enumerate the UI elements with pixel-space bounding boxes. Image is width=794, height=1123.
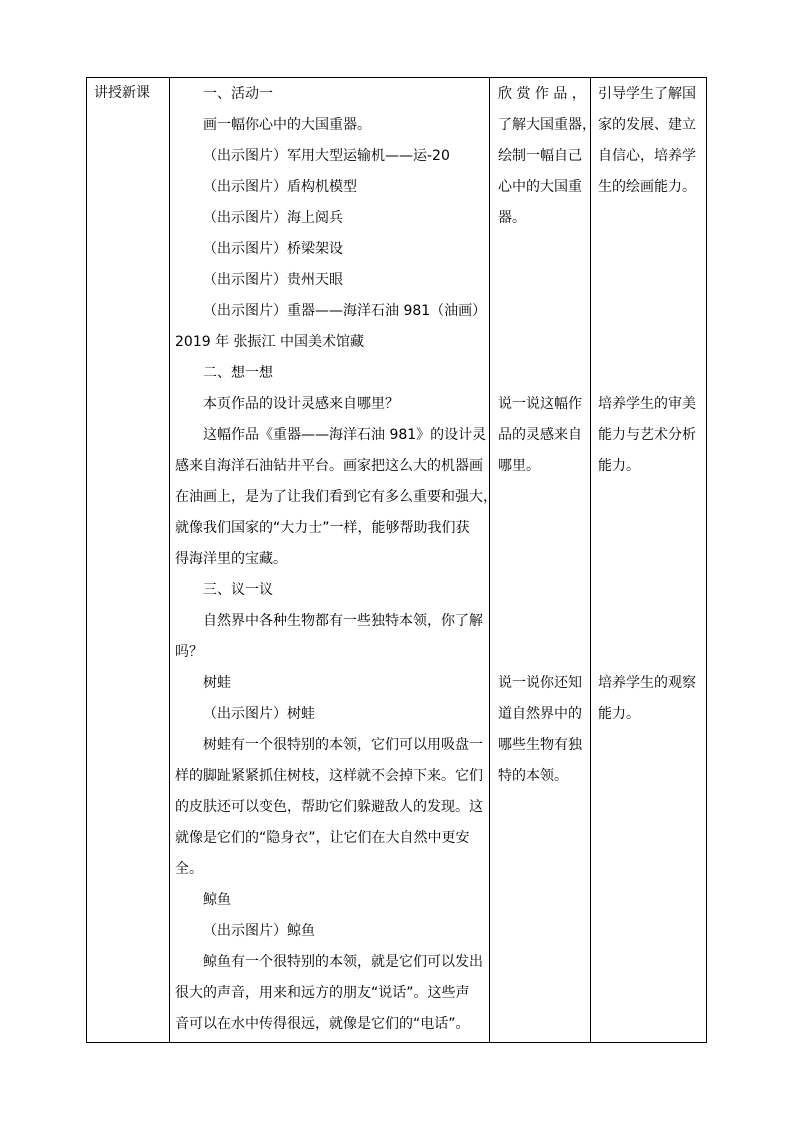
student-activity-line: 了解大国重器， <box>498 117 596 133</box>
section-label: 讲授新课 <box>94 85 150 101</box>
design-intent-line: 自信心，培养学 <box>598 148 696 164</box>
content-line: 2019 年 张振江 中国美术馆藏 <box>175 334 364 350</box>
content-line: 树蛙有一个很特别的本领，它们可以用吸盘一 <box>203 737 483 753</box>
design-intent-line: 能力。 <box>598 706 640 722</box>
content-line: （出示图片）军用大型运输机——运-20 <box>203 148 450 164</box>
content-line: 的皮肤还可以变色，帮助它们躲避敌人的发现。这 <box>175 799 483 815</box>
content-line: 鲸鱼有一个很特别的本领，就是它们可以发出 <box>203 954 483 970</box>
design-intent-line: 能力与艺术分析 <box>598 427 696 443</box>
student-activity-line: 器。 <box>498 210 526 226</box>
content-line: （出示图片）贵州天眼 <box>203 272 343 288</box>
design-intent-line: 能力。 <box>598 458 640 474</box>
content-line: （出示图片）海上阅兵 <box>203 210 343 226</box>
column-divider <box>590 78 591 1042</box>
student-activity-line: 说一说你还知 <box>498 675 582 691</box>
column-divider <box>169 78 170 1042</box>
content-line: （出示图片）鲸鱼 <box>203 923 315 939</box>
student-activity-line: 欣 赏 作 品 ， <box>498 86 586 102</box>
student-activity-line: 特的本领。 <box>498 768 568 784</box>
content-line: （出示图片）桥梁架设 <box>203 241 343 257</box>
content-line: （出示图片）盾构机模型 <box>203 179 357 195</box>
student-activity-line: 说一说这幅作 <box>498 396 582 412</box>
student-activity-line: 心中的大国重 <box>498 179 582 195</box>
student-activity-line: 哪里。 <box>498 458 540 474</box>
student-activity-line: 哪些生物有独 <box>498 737 582 753</box>
design-intent-line: 引导学生了解国 <box>598 86 696 102</box>
content-line: 样的脚趾紧紧抓住树枝，这样就不会掉下来。它们 <box>175 768 483 784</box>
design-intent-line: 家的发展、建立 <box>598 117 696 133</box>
content-line: 树蛙 <box>203 675 231 691</box>
content-line: 在油画上，是为了让我们看到它有多么重要和强大， <box>175 489 497 505</box>
student-activity-line: 品的灵感来自 <box>498 427 582 443</box>
student-activity-line: 道自然界中的 <box>498 706 582 722</box>
content-line: 全。 <box>175 861 203 877</box>
design-intent-line: 培养学生的审美 <box>598 396 696 412</box>
content-line: 这幅作品《重器——海洋石油 981》的设计灵 <box>203 427 487 443</box>
content-line: （出示图片）重器——海洋石油 981（油画） <box>203 303 487 319</box>
design-intent-line: 生的绘画能力。 <box>598 179 696 195</box>
content-line: 二、想一想 <box>203 365 273 381</box>
student-activity-line: 绘制一幅自己 <box>498 148 582 164</box>
lesson-table <box>86 77 707 1043</box>
design-intent-line: 培养学生的观察 <box>598 675 696 691</box>
content-line: 吗？ <box>175 644 203 660</box>
content-line: 一、活动一 <box>203 86 273 102</box>
content-line: 就像我们国家的“大力士”一样，能够帮助我们获 <box>175 520 470 536</box>
content-line: 鲸鱼 <box>203 892 231 908</box>
content-line: （出示图片）树蛙 <box>203 706 315 722</box>
content-line: 自然界中各种生物都有一些独特本领，你了解 <box>203 613 483 629</box>
content-line: 得海洋里的宝藏。 <box>175 551 287 567</box>
content-line: 感来自海洋石油钻井平台。画家把这么大的机器画 <box>175 458 483 474</box>
content-line: 音可以在水中传得很远，就像是它们的“电话”。 <box>175 1016 470 1032</box>
content-line: 三、议一议 <box>203 582 273 598</box>
content-line: 本页作品的设计灵感来自哪里？ <box>203 396 399 412</box>
content-line: 画一幅你心中的大国重器。 <box>203 117 371 133</box>
content-line: 很大的声音，用来和远方的朋友“说话”。这些声 <box>175 985 470 1001</box>
content-line: 就像是它们的“隐身衣”，让它们在大自然中更安 <box>175 830 470 846</box>
